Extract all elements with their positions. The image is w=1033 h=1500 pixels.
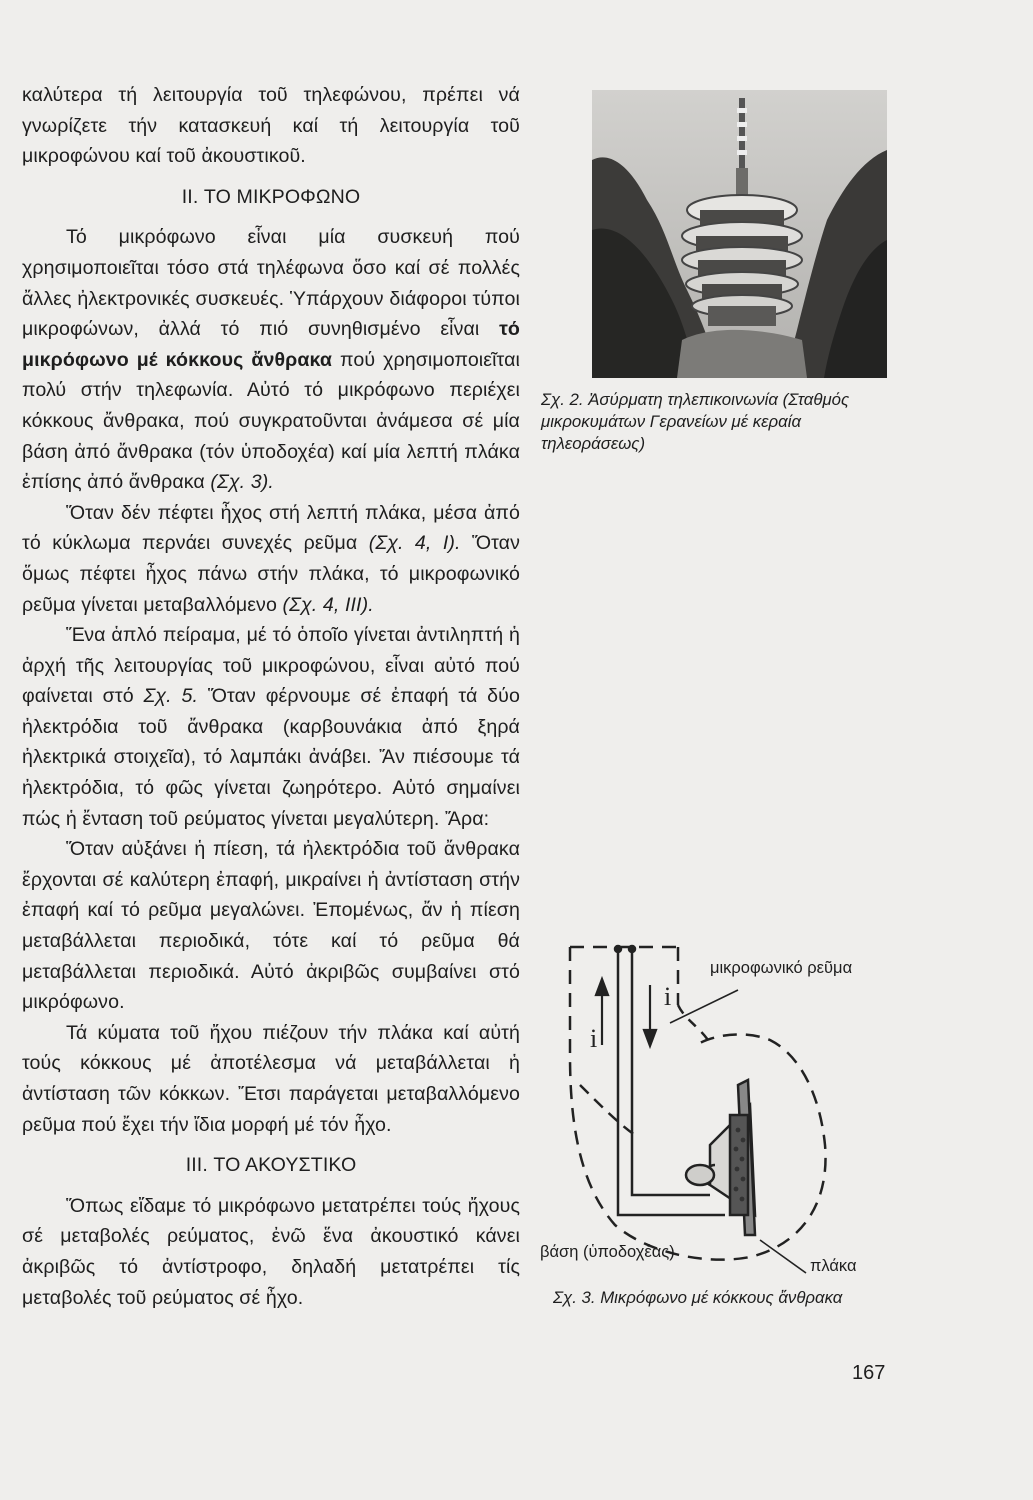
- paragraph-microphone-intro: Τό μικρόφωνο εἶναι μία συσκευή πού χρησιμοποιεῖται τόσο στά τηλέφωνα ὅσο καί σέ πολλές ἄλλες ἠλεκτρονικές συσκευές. Ὑπάρχουν διάφοροι τύποι μικροφώνων, ἀλλά τό πιό συνηθισμένο εἶναι τό μικρόφωνο μέ κόκκους ἄνθρακα πού χρησιμοποιεῖται πολύ στήν τηλεφωνία. Αὐτό τό μικρόφωνο περιέχει κόκκους ἄνθρακα, πού συγκρατοῦνται ἀνάμεσα σέ μία βάση ἀπό ἄνθρακα (τόν ὑποδοχέα) καί μία λεπτή πλάκα ἐπίσης ἀπό ἄνθρακα (Σχ. 3).: [22, 226, 520, 494]
- carbon-microphone-diagram: [560, 935, 900, 1280]
- section-heading-microphone: II. ΤΟ ΜΙΚΡΟΦΩΝΟ: [181, 185, 361, 208]
- figure2-caption: Σχ. 2. Ἀσύρματη τηλεπικοινωνία (Σταθμός μικροκυμάτων Γερανείων μέ κεραία τηλεοράσεως): [541, 390, 850, 453]
- intro-paragraph: καλύτερα τή λειτουργία τοῦ τηλεφώνου, πρέπει νά γνωρίζετε τήν κατασκευή καί τή λειτουργία τοῦ μικροφώνου καί τοῦ ἀκουστικοῦ.: [22, 84, 520, 168]
- paragraph-sound-waves: Τά κύματα τοῦ ἤχου πιέζουν τήν πλάκα καί αὐτή τούς κόκκους μέ ἀποτέλεσμα νά μεταβάλλεται ἡ ἀντίσταση τῶν κόκκων. Ἔτσι παράγεται μεταβαλλόμενο ρεῦμα πού ἔχει τήν ἴδια μορφή μέ τόν ἦχο.: [22, 1021, 520, 1136]
- label-microphone-current: μικροφωνικό ρεῦμα: [710, 959, 853, 977]
- figure-reference: (Σχ. 4, III).: [282, 593, 374, 616]
- current-symbol-left: i: [590, 1024, 598, 1053]
- paragraph-pressure: Ὅταν αὐξάνει ἡ πίεση, τά ἠλεκτρόδια τοῦ ἄνθρακα ἔρχονται σέ καλύτερη ἐπαφή, μικραίνει ἡ ἀντίσταση στήν ἐπαφή καί τό ρεῦμα μεγαλώνει. Ἐπομένως, ἄν ἡ πίεση μεταβάλλεται περιοδικά, τότε καί τό ρεῦμα θά μεταβάλλεται περιοδικά. Αὐτό ἀκριβῶς συμβαίνει στό μικρόφωνο.: [22, 838, 520, 1014]
- figure-reference: (Σχ. 4, I).: [368, 532, 461, 555]
- label-plate: πλάκα: [810, 1257, 857, 1275]
- label-base: βάση (ὑποδοχέας): [540, 1243, 675, 1261]
- main-text-column: [22, 80, 520, 1313]
- section-heading-earpiece: III. ΤΟ ΑΚΟΥΣΤΙΚΟ: [185, 1154, 357, 1177]
- current-symbol-right: i: [664, 982, 672, 1011]
- figure-reference: Σχ. 5.: [143, 685, 199, 708]
- paragraph-earpiece: Ὅπως εἴδαμε τό μικρόφωνο μετατρέπει τούς ἤχους σέ μεταβολές ρεύματος, ἐνῶ ἕνα ἀκουστικό κάνει ἀκριβῶς τό ἀντίστροφο, δηλαδή μετατρέπει τίς μεταβολές τοῦ ρεύματος σέ ἦχο.: [22, 1194, 520, 1309]
- bold-term: τό μικρόφωνο μέ κόκκους ἄνθρακα: [22, 318, 520, 371]
- tower-illustration: [592, 90, 887, 378]
- figure-reference: (Σχ. 3).: [210, 471, 274, 494]
- page-number: 167: [852, 1362, 886, 1384]
- paragraph-experiment: Ἕνα ἁπλό πείραμα, μέ τό ὁποῖο γίνεται ἀντιληπτή ἡ ἀρχή τῆς λειτουργίας τοῦ μικροφώνου, εἶναι αὐτό πού φαίνεται στό Σχ. 5. Ὅταν φέρνουμε σέ ἐπαφή τά δύο ἠλεκτρόδια τοῦ ἄνθρακα (καρβουνάκια ἀπό ξηρά ἠλεκτρικά στοιχεῖα), τό λαμπάκι ἀνάβει. Ἄν πιέσουμε τά ἠλεκτρόδια, τό φῶς γίνεται ζωηρότερο. Αὐτό σημαίνει πώς ἡ ἔνταση τοῦ ρεύματος γίνεται μεγαλύτερη. Ἄρα:: [22, 624, 520, 830]
- tower-photo: [592, 90, 887, 378]
- paragraph-current: Ὅταν δέν πέφτει ἦχος στή λεπτή πλάκα, μέσα ἀπό τό κύκλωμα περνάει συνεχές ρεῦμα (Σχ. 4, I). Ὅταν ὅμως πέφτει ἦχος πάνω στήν πλάκα, τό μικροφωνικό ρεῦμα γίνεται μεταβαλλόμενο (Σχ. 4, III).: [22, 501, 521, 616]
- figure3-caption: Σχ. 3. Μικρόφωνο μέ κόκκους ἄνθρακα: [553, 1288, 843, 1307]
